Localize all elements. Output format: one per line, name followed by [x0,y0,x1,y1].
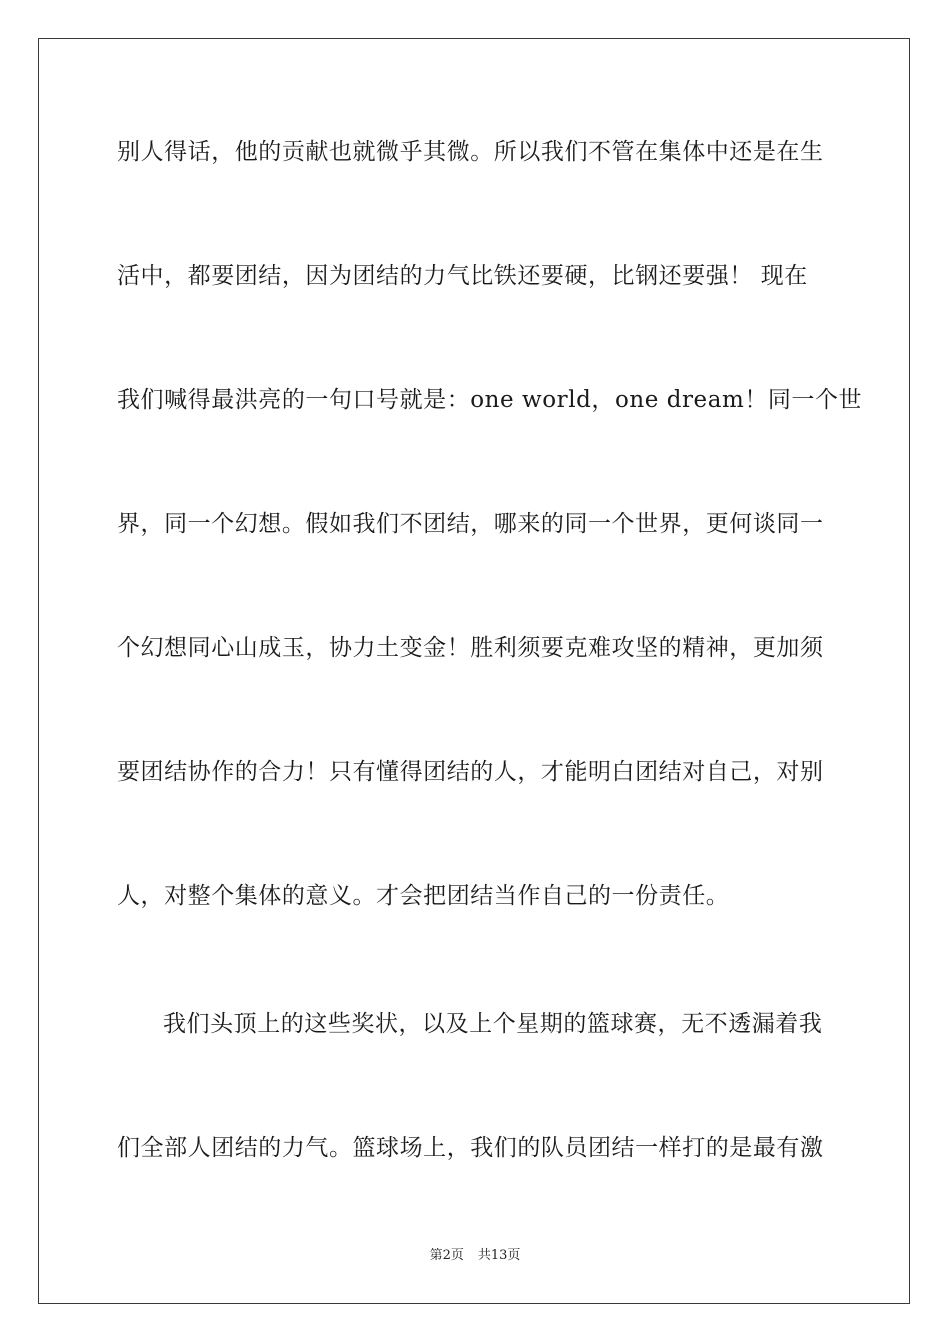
page-border [38,38,910,1304]
text-line-7: 人，对整个集体的意义。才会把团结当作自己的一份责任。 [117,883,730,909]
text-line-1: 别人得话，他的贡献也就微乎其微。所以我们不管在集体中还是在生 [117,139,824,165]
text-line-3: 我们喊得最洪亮的一句口号就是：one world，one dream！同一个世 [117,387,863,413]
paragraph-start-line: 我们头顶上的这些奖状，以及上个星期的篮球赛，无不透漏着我 [163,1011,823,1037]
text-line-2: 活中，都要团结，因为团结的力气比铁还要硬，比钢还要强！ 现在 [117,263,808,289]
page-number: 第2页 [429,1248,464,1263]
text-line-9: 们全部人团结的力气。篮球场上，我们的队员团结一样打的是最有激 [117,1135,824,1161]
text-line-5: 个幻想同心山成玉，协力土变金！胜利须要克难攻坚的精神，更加须 [117,635,824,661]
text-line-6: 要团结协作的合力！只有懂得团结的人，才能明白团结对自己，对别 [117,759,824,785]
text-line-4: 界，同一个幻想。假如我们不团结，哪来的同一个世界，更何谈同一 [117,511,824,537]
page-total: 共13页 [477,1248,521,1263]
page-footer [0,1248,950,1264]
